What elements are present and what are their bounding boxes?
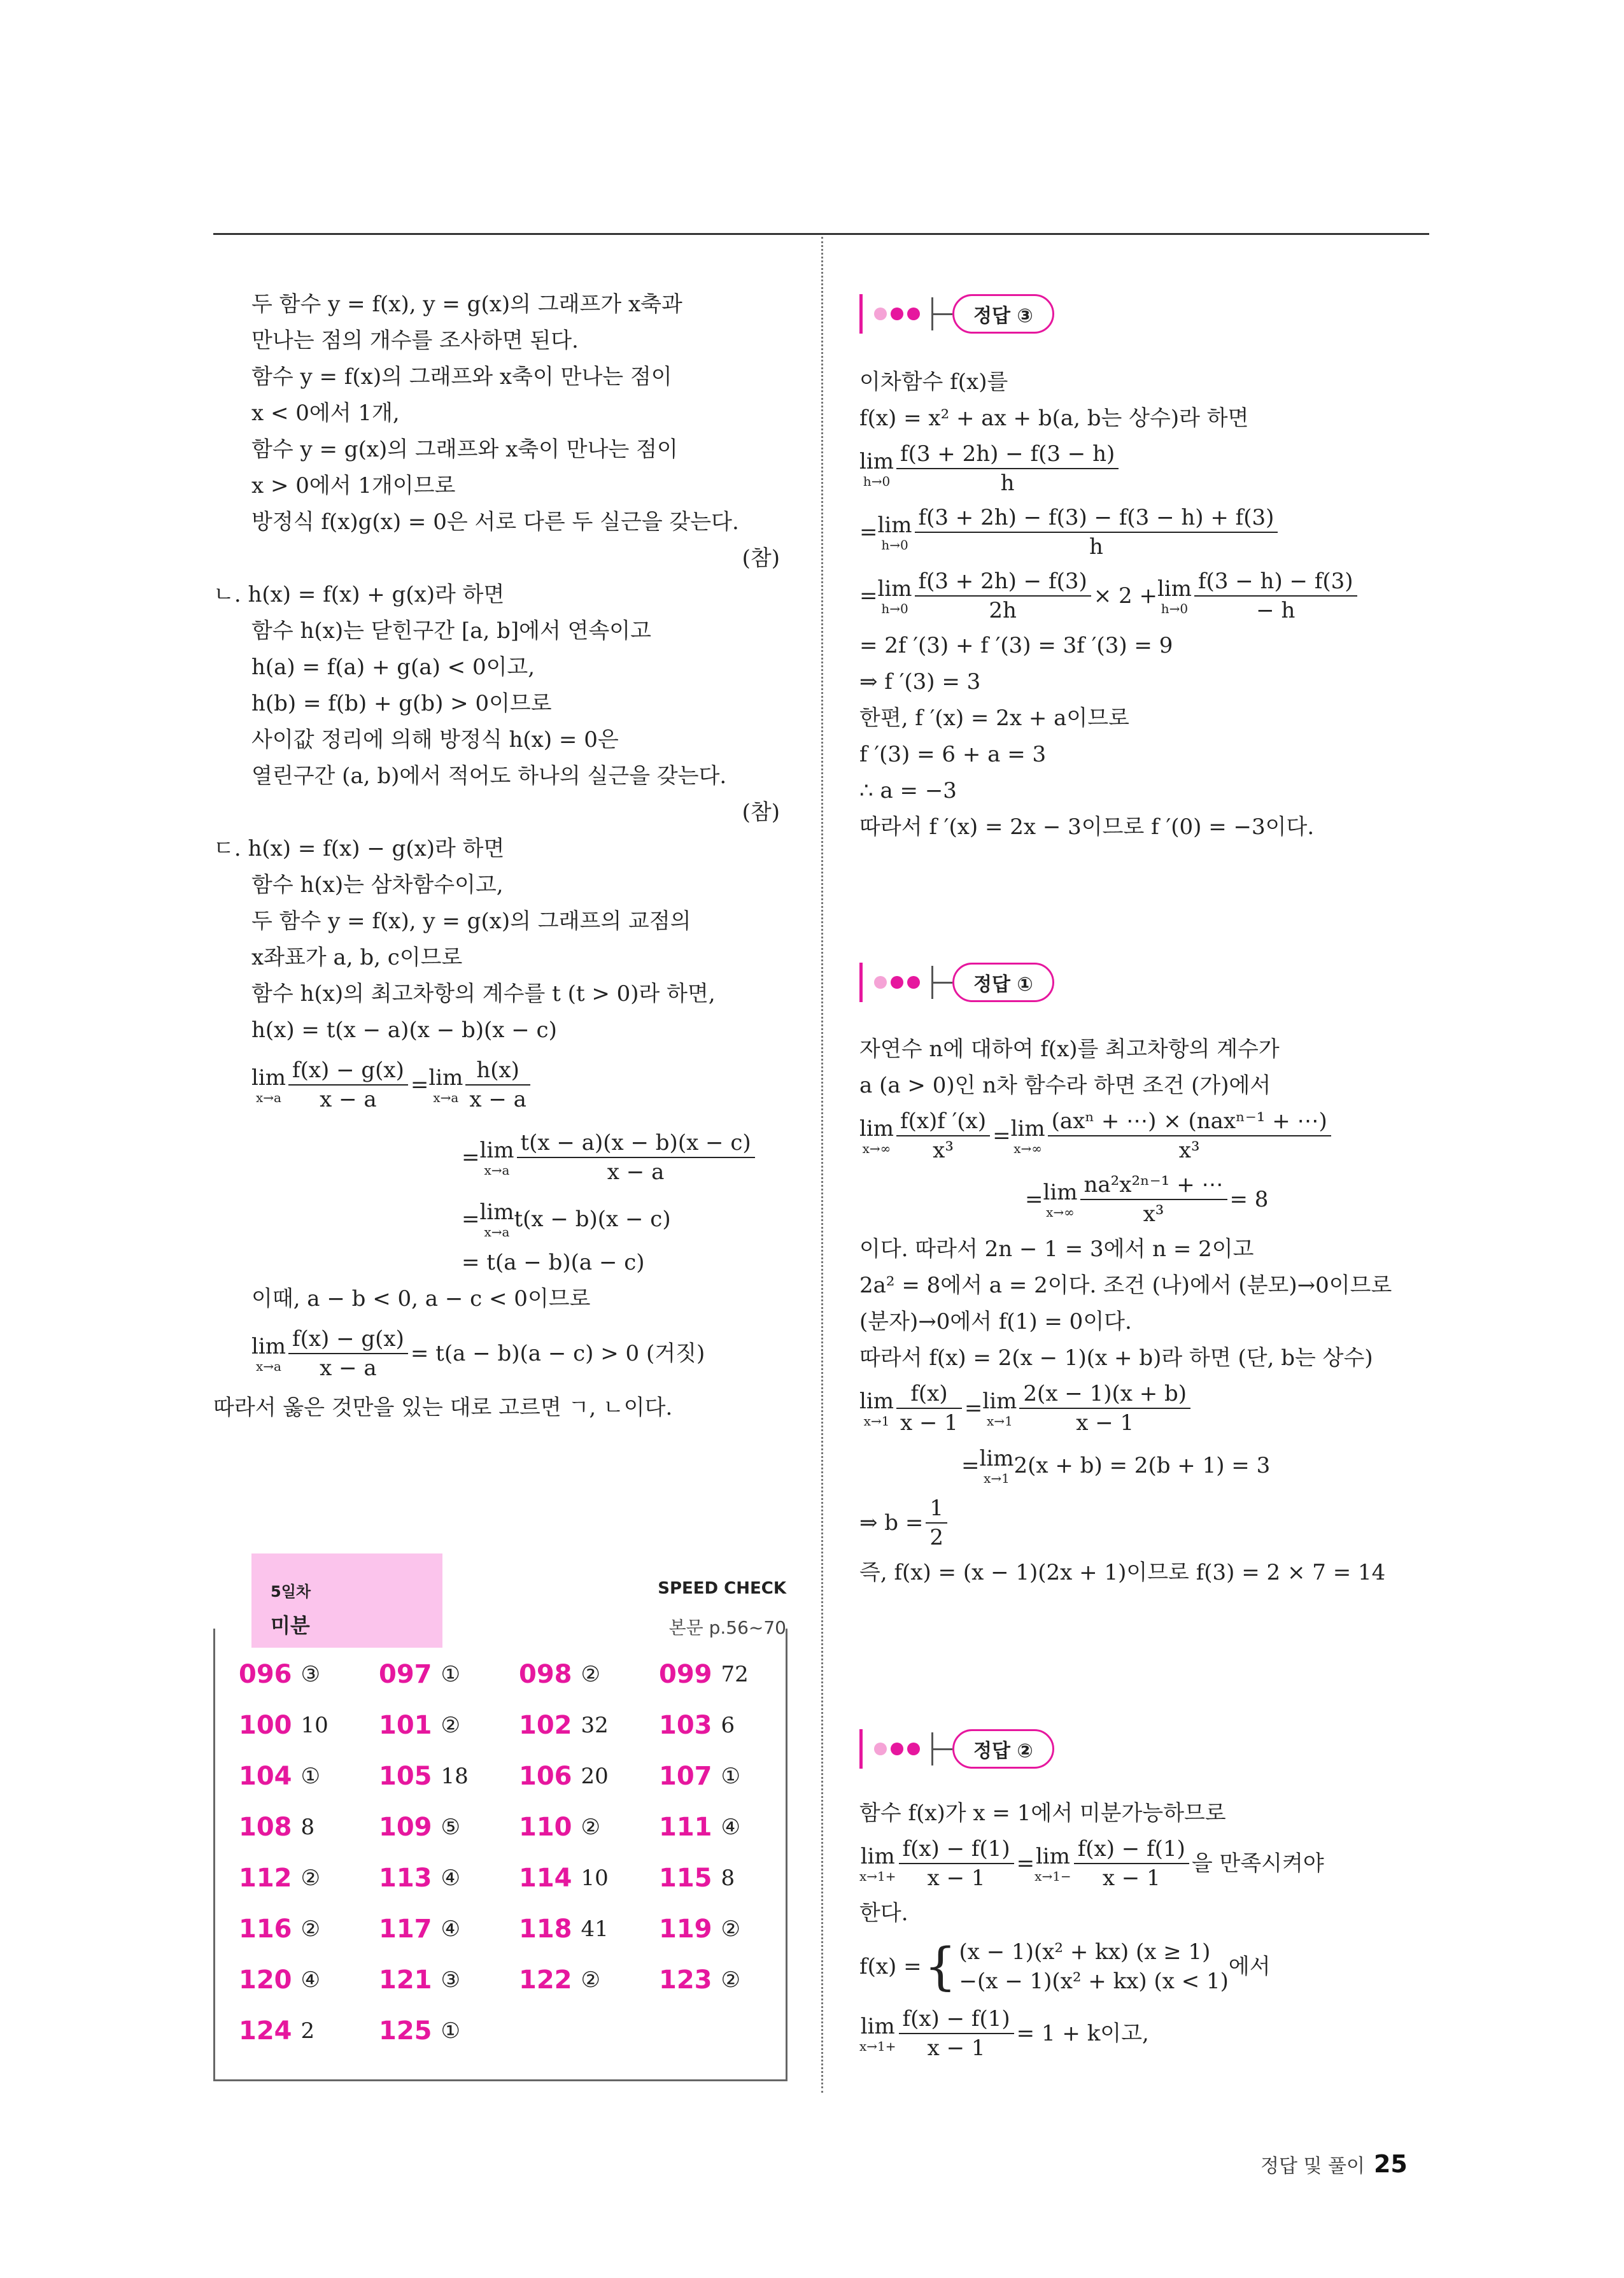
problem-number: 123 [659, 1965, 712, 1995]
text-line: 방정식 f(x)g(x) = 0은 서로 다른 두 실근을 갖는다. [251, 509, 739, 535]
text-line: (분자)→0에서 f(1) = 0이다. [859, 1309, 1132, 1334]
text-line: f ′(3) = 6 + a = 3 [859, 742, 1047, 767]
lim: lim x→a [479, 1199, 514, 1240]
dots-icon [874, 308, 920, 320]
problem-number: 096 [239, 1660, 292, 1689]
text-line: f(x) = x² + ax + b(a, b는 상수)라 하면 [859, 406, 1249, 431]
speed-item [519, 1955, 659, 2006]
problem-number: 122 [519, 1965, 572, 1995]
problem-number: 113 [379, 1864, 432, 1893]
problem-answer: ④ [300, 1967, 320, 1993]
problem-answer: ④ [721, 1815, 740, 1840]
speed-check-panel [213, 1553, 786, 2082]
text-line: 열린구간 (a, b)에서 적어도 하나의 실근을 갖는다. [251, 763, 727, 789]
column-divider [821, 237, 823, 2093]
problem-number: 101 [379, 1711, 432, 1740]
text-line: x > 0에서 1개이므로 [251, 473, 456, 499]
day-label: 5일차 [271, 1583, 311, 1601]
speed-grid [239, 1649, 799, 2056]
speed-item [379, 1853, 519, 1904]
text-line: ㄷ. h(x) = f(x) − g(x)라 하면 [213, 836, 505, 861]
problem-number: 116 [239, 1914, 292, 1944]
speed-item [379, 1649, 519, 1700]
fraction: $\frac{f(x) - g(x)}{x - a}$ [288, 1325, 408, 1382]
problem-number: 100 [239, 1711, 292, 1740]
solution-098 [859, 1795, 1432, 2065]
problem-answer: ② [441, 1713, 460, 1738]
solution-097 [859, 1031, 1432, 1591]
problem-number: 105 [379, 1762, 432, 1791]
accent-bar [859, 1729, 863, 1769]
problem-number: 110 [519, 1813, 572, 1842]
dots-icon [874, 1743, 920, 1755]
problem-number: 124 [239, 2016, 292, 2046]
problem-answer: ④ [441, 1916, 460, 1942]
problem-number: 109 [379, 1813, 432, 1842]
problem-number: 112 [239, 1864, 292, 1893]
problem-answer: ② [581, 1967, 600, 1993]
problem-answer: ① [721, 1764, 740, 1789]
fraction: $\frac{h(x)}{x - a}$ [465, 1056, 530, 1114]
speed-item [239, 1649, 379, 1700]
math-limit: lim x→1+ $\frac{f(x) - f(1)}{x - 1}$ = lim x→1− $\frac{f(x) - f(1)}{x - 1}$ 을 만족시켜야 [859, 1836, 1324, 1891]
problem-number: 111 [659, 1813, 712, 1842]
dots-icon [874, 976, 920, 989]
speed-item [379, 1700, 519, 1751]
page-number: 25 [1373, 2150, 1408, 2178]
problem-number: 120 [239, 1965, 292, 1995]
left-column [213, 287, 786, 1426]
speed-item [239, 1853, 379, 1904]
lim: lim x→a [251, 1065, 286, 1105]
page-reference: 본문 p.56~70 [668, 1617, 786, 1638]
text-line: 따라서 f(x) = 2(x − 1)(x + b)라 하면 (단, b는 상수) [859, 1345, 1373, 1371]
text-line: 함수 h(x)의 최고차항의 계수를 t (t > 0)라 하면, [251, 981, 716, 1007]
text-line: ⇒ f ′(3) = 3 [859, 669, 981, 695]
text-line: 함수 y = g(x)의 그래프와 x축이 만나는 점이 [251, 437, 678, 462]
text-line: 만나는 점의 개수를 조사하면 된다. [251, 328, 579, 353]
speed-item [659, 1955, 799, 2006]
speed-item [239, 1700, 379, 1751]
math-limit: = lim h→0 $\frac{f(3 + 2h) - f(3)}{2h}$ × 2 + lim h→0 $\frac{f(3 - h) - f(3)}{- h}$ [859, 564, 1432, 628]
problem-answer: 41 [581, 1916, 609, 1942]
text-line: 두 함수 y = f(x), y = g(x)의 그래프의 교점의 [251, 909, 691, 934]
problem-answer: ③ [441, 1967, 460, 1993]
problem-answer: ① [441, 1662, 460, 1687]
text-line: 이다. 따라서 2n − 1 = 3에서 n = 2이고 [859, 1236, 1254, 1262]
lim: lim x→a [428, 1065, 463, 1105]
problem-number: 118 [519, 1914, 572, 1944]
problem-number: 097 [379, 1660, 432, 1689]
problem-answer: ② [581, 1815, 600, 1840]
page-footer [1260, 2150, 1408, 2178]
text-line: 함수 h(x)는 삼차함수이고, [251, 872, 504, 898]
math-limit: lim x→1+ $\frac{f(x) - f(1)}{x - 1}$ = 1 + k이고, [859, 2006, 1149, 2061]
math-limit: = lim x→1 2(x + b) = 2(b + 1) = 3 [961, 1446, 1271, 1486]
problem-answer: ② [300, 1865, 320, 1891]
speed-item [239, 1904, 379, 1955]
text-line: ∴ a = −3 [859, 778, 957, 803]
problem-answer: 2 [300, 2018, 315, 2044]
problem-answer: 20 [581, 1764, 609, 1789]
answer-header-2 [859, 960, 1054, 1005]
problem-answer: 10 [581, 1865, 609, 1891]
problem-answer: 18 [441, 1764, 469, 1789]
speed-item [379, 2006, 519, 2056]
text-line: ㄴ. h(x) = f(x) + g(x)라 하면 [213, 582, 505, 607]
math-result: ⇒ b = $\frac{1}{2}$ [859, 1491, 1432, 1555]
problem-number: 117 [379, 1914, 432, 1944]
text-line: 2a² = 8에서 a = 2이다. 조건 (나)에서 (분모)→0이므로 [859, 1273, 1392, 1298]
speed-item [659, 1904, 799, 1955]
speed-item [519, 1904, 659, 1955]
problem-answer: 8 [300, 1815, 315, 1840]
problem-answer: ① [300, 1764, 320, 1789]
text-line: 함수 f(x)가 x = 1에서 미분가능하므로 [859, 1800, 1226, 1826]
answer-header-3 [859, 1727, 1054, 1771]
problem-number: 106 [519, 1762, 572, 1791]
answer-badge: 정답 ② [952, 1729, 1054, 1769]
text-line: 두 함수 y = f(x), y = g(x)의 그래프가 x축과 [251, 292, 682, 317]
lim: lim x→a [251, 1334, 286, 1374]
text-line: 따라서 옳은 것만을 있는 대로 고르면 ㄱ, ㄴ이다. [213, 1395, 673, 1420]
text-line: = t(a − b)(a − c) [462, 1250, 645, 1275]
text-line: 함수 y = f(x)의 그래프와 x축이 만나는 점이 [251, 364, 672, 390]
text-line: 한다. [859, 1900, 908, 1926]
fraction: $\frac{t(x - a)(x - b)(x - c)}{x - a}$ [517, 1129, 755, 1186]
problem-number: 121 [379, 1965, 432, 1995]
speed-item [379, 1751, 519, 1802]
fraction: $\frac{f(x) - g(x)}{x - a}$ [288, 1056, 408, 1114]
speed-item [659, 1751, 799, 1802]
speed-item [519, 1853, 659, 1904]
problem-number: 115 [659, 1864, 712, 1893]
math-limit: lim h→0 $\frac{f(3 + 2h) - f(3 - h)}{h}$ [859, 437, 1432, 500]
speed-item [239, 1802, 379, 1853]
true-mark: (참) [742, 800, 780, 825]
speed-item [239, 1751, 379, 1802]
footer-label: 정답 및 풀이 [1260, 2155, 1365, 2177]
problem-number: 102 [519, 1711, 572, 1740]
accent-bar [859, 294, 863, 334]
text-line: 사이값 정리에 의해 방정식 h(x) = 0은 [251, 727, 619, 753]
text-line: 이차함수 f(x)를 [859, 369, 1008, 395]
text-line: 한편, f ′(x) = 2x + a이므로 [859, 705, 1129, 731]
text-line: h(a) = f(a) + g(a) < 0이고, [251, 654, 535, 680]
speed-item [379, 1955, 519, 2006]
speed-item [659, 1802, 799, 1853]
speed-item [519, 1700, 659, 1751]
speed-item [659, 1700, 799, 1751]
true-mark: (참) [742, 546, 780, 571]
problem-answer: 72 [721, 1662, 749, 1687]
text-line: h(x) = t(x − a)(x − b)(x − c) [251, 1017, 557, 1043]
text-line: 즉, f(x) = (x − 1)(2x + 1)이므로 f(3) = 2 × 7 = 14 [859, 1560, 1386, 1585]
lim: lim x→a [479, 1138, 514, 1178]
unit-label: 미분 [271, 1613, 310, 1638]
problem-answer: ② [581, 1662, 600, 1687]
problem-answer: ② [721, 1916, 740, 1942]
problem-answer: 8 [721, 1865, 735, 1891]
speed-item [519, 1751, 659, 1802]
text-line: x좌표가 a, b, c이므로 [251, 945, 463, 970]
problem-answer: 10 [300, 1713, 328, 1738]
problem-answer: ② [721, 1967, 740, 1993]
text-line: 자연수 n에 대하여 f(x)를 최고차항의 계수가 [859, 1036, 1280, 1062]
text-line: 함수 h(x)는 닫힌구간 [a, b]에서 연속이고 [251, 618, 651, 644]
problem-answer: ③ [300, 1662, 320, 1687]
problem-number: 103 [659, 1711, 712, 1740]
problem-answer: 6 [721, 1713, 735, 1738]
problem-answer: ④ [441, 1865, 460, 1891]
math-limit-2: = lim x→a $\frac{t(x - a)(x - b)(x - c)}{x - a}$ [213, 1121, 786, 1194]
problem-number: 108 [239, 1813, 292, 1842]
answer-badge: 정답 ③ [952, 294, 1054, 334]
speed-item [519, 1649, 659, 1700]
accent-bar [859, 963, 863, 1002]
math-limit: lim x→∞ $\frac{f(x)f '(x)}{\text{x³}}$ = lim x→∞ $\frac{\text{(axⁿ + ⋯) × (naxⁿ⁻¹ + ⋯)}}{\text{x³}}$ [859, 1104, 1432, 1168]
speed-item [659, 1649, 799, 1700]
math-limit-1: lim x→a $\frac{f(x) - g(x)}{x - a}$ = lim x→a $\frac{h(x)}{x - a}$ [213, 1049, 786, 1121]
math-limit: = lim x→∞ $\frac{\text{na²x²ⁿ⁻¹ + ⋯}}{\text{x³}}$ = 8 [1025, 1172, 1269, 1227]
problem-answer: 32 [581, 1713, 609, 1738]
problem-number: 099 [659, 1660, 712, 1689]
problem-answer: ② [300, 1916, 320, 1942]
text-line: x < 0에서 1개, [251, 400, 400, 426]
speed-item [239, 2006, 379, 2056]
problem-number: 119 [659, 1914, 712, 1944]
solution-096 [859, 364, 1432, 845]
speed-item [659, 1853, 799, 1904]
text-line: 따라서 f ′(x) = 2x − 3이므로 f ′(0) = −3이다. [859, 814, 1315, 840]
answer-badge: 정답 ① [952, 963, 1054, 1002]
problem-number: 125 [379, 2016, 432, 2046]
text-line: = 2f ′(3) + f ′(3) = 3f ′(3) = 9 [859, 633, 1173, 658]
text-line: h(b) = f(b) + g(b) > 0이므로 [251, 691, 552, 716]
math-limit-4: lim x→a $\frac{f(x) - g(x)}{x - a}$ = t(a − b)(a − c) > 0 (거짓) [251, 1326, 705, 1381]
problem-number: 114 [519, 1864, 572, 1893]
text-line: 이때, a − b < 0, a − c < 0이므로 [251, 1286, 591, 1312]
problem-number: 104 [239, 1762, 292, 1791]
text-line: a (a > 0)인 n차 함수라 하면 조건 (가)에서 [859, 1073, 1271, 1098]
speed-check-label: SPEED CHECK [658, 1579, 786, 1598]
answer-header-1 [859, 292, 1054, 336]
math-limit: = lim h→0 $\frac{f(3 + 2h) - f(3) - f(3 - h) + f(3)}{h}$ [859, 500, 1432, 564]
top-rule [213, 233, 1429, 235]
brace: { [924, 1937, 957, 1996]
speed-item [519, 1802, 659, 1853]
problem-number: 107 [659, 1762, 712, 1791]
speed-item [379, 1904, 519, 1955]
speed-item [379, 1802, 519, 1853]
speed-item [239, 1955, 379, 2006]
math-limit-3: = lim x→a t(x − b)(x − c) [462, 1199, 671, 1240]
problem-answer: ⑤ [441, 1815, 460, 1840]
problem-number: 098 [519, 1660, 572, 1689]
piecewise: f(x) = { (x − 1)(x² + kx) (x ≥ 1) −(x − 1)(x² + kx) (x < 1) 에서 [859, 1937, 1271, 1996]
problem-answer: ① [441, 2018, 460, 2044]
math-limit: lim x→1 $\frac{f(x)}{x - 1}$ = lim x→1 $\frac{2(x - 1)(x + b)}{x - 1}$ [859, 1376, 1432, 1440]
